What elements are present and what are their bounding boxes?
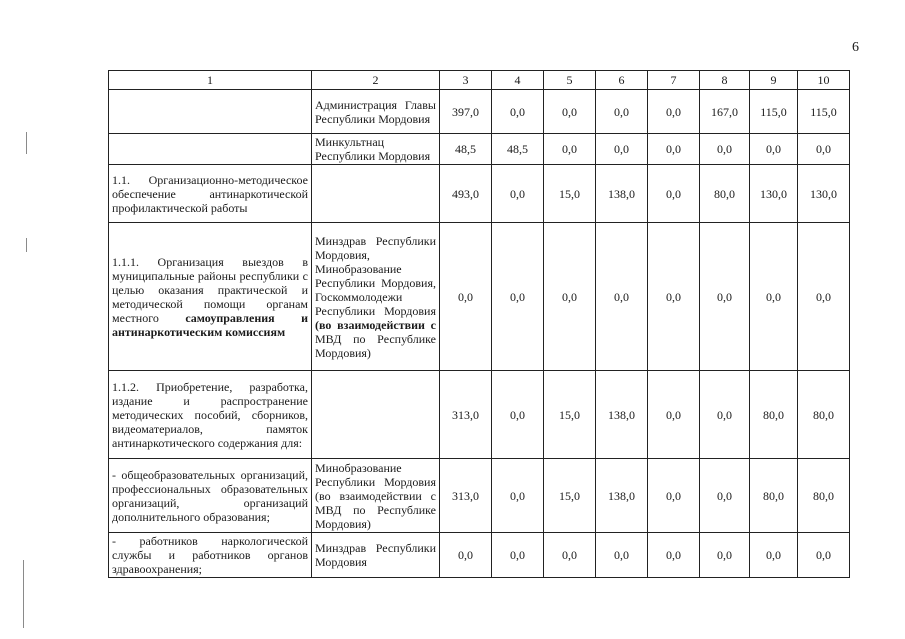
margin-mark — [26, 132, 27, 154]
column-header: 9 — [750, 71, 798, 90]
value-cell: 313,0 — [440, 459, 492, 533]
table-row — [109, 371, 850, 459]
value-cell: 0,0 — [798, 533, 850, 578]
executor-cell — [312, 371, 440, 459]
measure-text-bold: самоуправления и антинаркотическим комиссиям — [112, 310, 309, 339]
value-cell: 130,0 — [798, 165, 850, 223]
executor-cell — [312, 165, 440, 223]
value-cell: 0,0 — [648, 90, 700, 134]
executor-cell: Минобразование Республики Мордовия (во взаимодействии с МВД по Республике Мордовия) — [312, 459, 440, 533]
measure-cell: - работников наркологической службы и работников органов здравоохранения; — [109, 533, 312, 578]
value-cell: 0,0 — [700, 134, 750, 165]
value-cell: 0,0 — [798, 134, 850, 165]
value-cell: 0,0 — [648, 371, 700, 459]
value-cell: 0,0 — [700, 371, 750, 459]
value-cell: 0,0 — [798, 223, 850, 371]
value-cell: 0,0 — [648, 165, 700, 223]
value-cell: 15,0 — [544, 371, 596, 459]
measure-cell: 1.1. Организационно-методическое обеспечение антинаркотической профилактической работы — [109, 165, 312, 223]
measure-cell — [109, 223, 312, 371]
value-cell: 0,0 — [596, 533, 648, 578]
column-header: 8 — [700, 71, 750, 90]
measure-cell — [109, 90, 312, 134]
value-cell: 0,0 — [648, 459, 700, 533]
column-header: 3 — [440, 71, 492, 90]
budget-table — [108, 70, 850, 578]
page-number: 6 — [852, 40, 859, 55]
executor-cell: Минкультнац Республики Мордовия — [312, 134, 440, 165]
column-header: 7 — [648, 71, 700, 90]
executor-cell — [312, 223, 440, 371]
value-cell: 48,5 — [440, 134, 492, 165]
column-header: 6 — [596, 71, 648, 90]
header-row — [109, 71, 850, 90]
value-cell: 0,0 — [700, 459, 750, 533]
value-cell: 15,0 — [544, 459, 596, 533]
value-cell: 80,0 — [750, 371, 798, 459]
value-cell: 167,0 — [700, 90, 750, 134]
value-cell: 0,0 — [596, 223, 648, 371]
executor-cell: Минздрав Республики Мордовия — [312, 533, 440, 578]
value-cell: 0,0 — [596, 90, 648, 134]
value-cell: 48,5 — [492, 134, 544, 165]
value-cell: 0,0 — [492, 223, 544, 371]
value-cell: 138,0 — [596, 459, 648, 533]
value-cell: 0,0 — [648, 134, 700, 165]
column-header: 5 — [544, 71, 596, 90]
table-row — [109, 459, 850, 533]
value-cell: 0,0 — [492, 371, 544, 459]
value-cell: 115,0 — [798, 90, 850, 134]
column-header: 4 — [492, 71, 544, 90]
value-cell: 0,0 — [750, 134, 798, 165]
value-cell: 0,0 — [750, 223, 798, 371]
value-cell: 0,0 — [544, 533, 596, 578]
value-cell: 80,0 — [798, 459, 850, 533]
table-row — [109, 533, 850, 578]
value-cell: 130,0 — [750, 165, 798, 223]
margin-mark — [23, 560, 24, 628]
value-cell: 493,0 — [440, 165, 492, 223]
value-cell: 138,0 — [596, 165, 648, 223]
value-cell: 0,0 — [544, 134, 596, 165]
value-cell: 0,0 — [492, 459, 544, 533]
column-header: 1 — [109, 71, 312, 90]
margin-mark — [26, 238, 27, 252]
value-cell: 115,0 — [750, 90, 798, 134]
value-cell: 0,0 — [596, 134, 648, 165]
value-cell: 0,0 — [492, 533, 544, 578]
executor-cell: Администрация Главы Республики Мордовия — [312, 90, 440, 134]
value-cell: 0,0 — [492, 165, 544, 223]
value-cell: 0,0 — [440, 223, 492, 371]
value-cell: 0,0 — [440, 533, 492, 578]
executor-text-tail: МВД по Республике Мордовия) — [315, 331, 436, 360]
table-row — [109, 134, 850, 165]
value-cell: 313,0 — [440, 371, 492, 459]
executor-text-bold: (во взаимодействии с — [315, 317, 436, 332]
measure-cell: - общеобразовательных организаций, профессиональных образовательных организаций, организаций дополнительного образования; — [109, 459, 312, 533]
value-cell: 0,0 — [492, 90, 544, 134]
value-cell: 0,0 — [700, 533, 750, 578]
value-cell: 0,0 — [544, 90, 596, 134]
value-cell: 138,0 — [596, 371, 648, 459]
value-cell: 0,0 — [648, 223, 700, 371]
value-cell: 0,0 — [700, 223, 750, 371]
measure-cell: 1.1.2. Приобретение, разработка, издание и распространение методических пособий, сборников, видеоматериалов, памяток антинаркотического содержания для: — [109, 371, 312, 459]
value-cell: 15,0 — [544, 165, 596, 223]
column-header: 2 — [312, 71, 440, 90]
value-cell: 0,0 — [544, 223, 596, 371]
value-cell: 0,0 — [648, 533, 700, 578]
table-row — [109, 223, 850, 371]
measure-text: 1.1.1. Организация выездов в муниципальные районы республики с целью оказания практической и методической помощи органам местного — [112, 254, 308, 325]
value-cell: 80,0 — [700, 165, 750, 223]
table-row — [109, 165, 850, 223]
measure-cell — [109, 134, 312, 165]
value-cell: 0,0 — [750, 533, 798, 578]
executor-text: Минздрав Республики Мордовия, Минобразование Республики Мордовия, Госкоммолодежи Республики Мордовия — [315, 233, 436, 318]
value-cell: 80,0 — [798, 371, 850, 459]
value-cell: 80,0 — [750, 459, 798, 533]
column-header: 10 — [798, 71, 850, 90]
table-row — [109, 90, 850, 134]
value-cell: 397,0 — [440, 90, 492, 134]
